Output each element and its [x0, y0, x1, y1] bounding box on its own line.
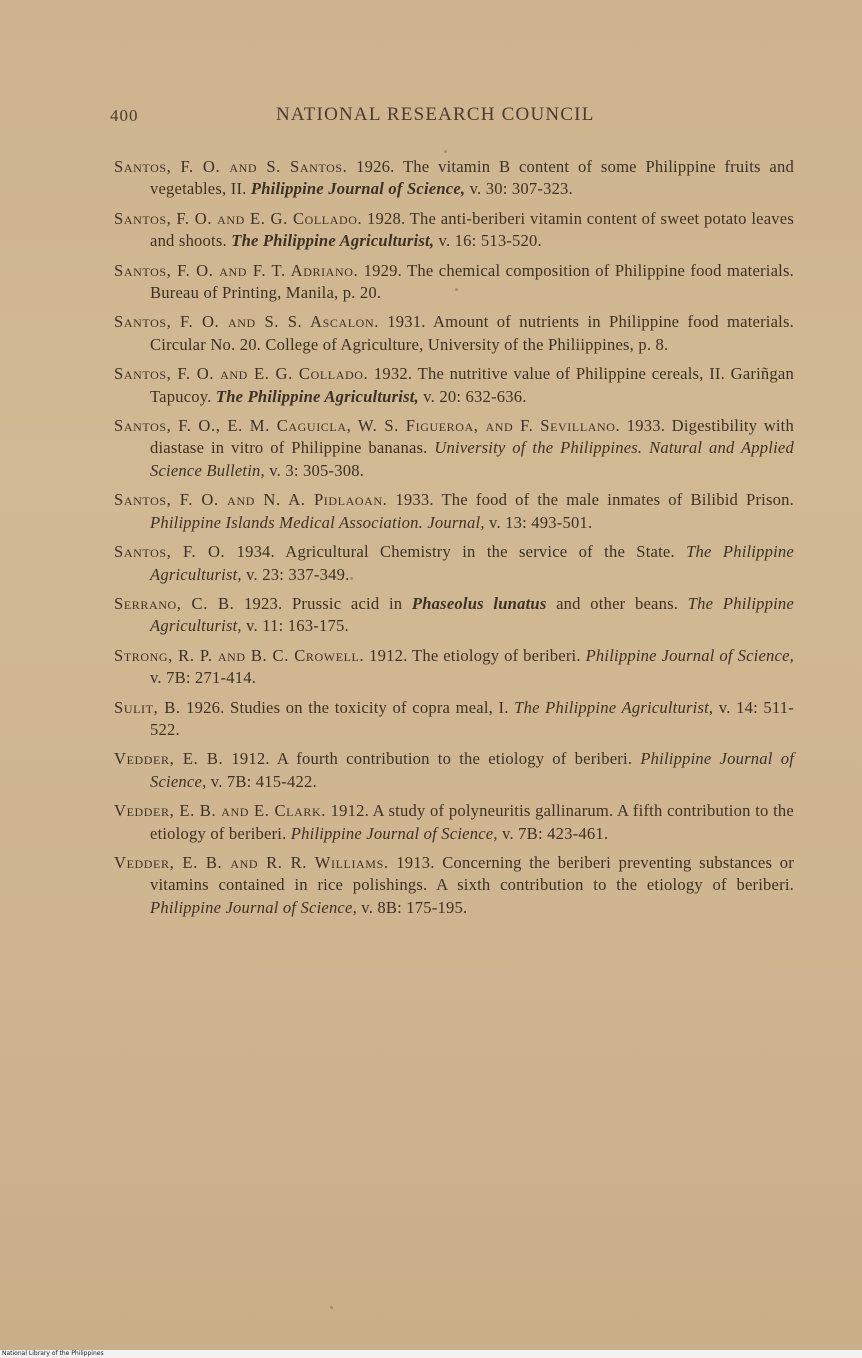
reference-journal: University of the Philippines. Natural and Applied Science Bulletin,: [150, 438, 794, 480]
reference-volume: v. 16: 513-520.: [434, 231, 542, 251]
reference-author: Santos, F. O. and S. S. Ascalon.: [114, 312, 379, 332]
reference-text: 1923. Prussic acid in: [234, 593, 412, 613]
reference-text: 1926. The vitamin B content of some Philippine fruits and vegetables, II.: [150, 157, 794, 199]
reference-entry: [114, 697, 794, 742]
reference-text: 1912. A study of polyneuritis gallinarum. A fifth contribution to the etiology of beriberi.: [150, 801, 794, 843]
reference-text: and other beans.: [546, 593, 688, 613]
reference-entry: [114, 489, 794, 534]
reference-text: 1932. The nutritive value of Philippine cereals, II. Gariñgan Tapucoy.: [150, 364, 794, 406]
page-header: [110, 104, 790, 134]
reference-author: Vedder, E. B.: [114, 749, 224, 769]
reference-entry: [114, 311, 794, 356]
reference-text: 1929. The chemical composition of Philippine food materials. Bureau of Printing, Manila, p. 20.: [150, 260, 794, 303]
reference-volume: v. 7B: 271-414.: [150, 668, 257, 688]
reference-entry: [114, 260, 794, 305]
reference-volume: v. 11: 163-175.: [241, 616, 349, 636]
reference-journal: Philippine Journal of Science,: [150, 897, 357, 917]
reference-journal: Philippine Islands Medical Association. Journal,: [150, 512, 485, 532]
reference-volume: v. 23: 337-349.: [241, 564, 350, 584]
reference-journal: The Philippine Agriculturist,: [215, 386, 419, 406]
reference-text: 1933. The food of the male inmates of Bilibid Prison.: [387, 490, 794, 510]
reference-text: 1912. The etiology of beriberi.: [364, 645, 586, 665]
reference-entry: [114, 645, 794, 690]
reference-journal: Philippine Journal of Science,: [250, 179, 466, 199]
speck: [444, 150, 447, 153]
reference-author: Santos, F. O. and S. Santos.: [114, 157, 348, 176]
library-footer: National Library of the Philippines: [0, 1350, 862, 1358]
speck: [330, 1306, 333, 1309]
reference-author: Serrano, C. B.: [114, 593, 235, 613]
running-head: NATIONAL RESEARCH COUNCIL: [276, 104, 595, 125]
reference-text: 1934. Agricultural Chemistry in the service of the State.: [225, 542, 687, 562]
reference-entry: [114, 156, 794, 201]
reference-list: [114, 156, 794, 926]
reference-author: Santos, F. O.: [114, 542, 226, 562]
reference-volume: v. 20: 632-636.: [418, 386, 527, 406]
reference-volume: v. 7B: 423-461.: [497, 823, 609, 843]
reference-author: Santos, F. O., E. M. Caguicla, W. S. Figueroa, and F. Sevillano.: [114, 416, 621, 436]
reference-author: Santos, F. O. and E. G. Collado.: [114, 364, 369, 384]
page-number: 400: [110, 106, 139, 125]
reference-volume: v. 30: 307-323.: [465, 179, 573, 199]
reference-entry: [114, 208, 794, 253]
reference-volume: v. 13: 493-501.: [484, 512, 593, 532]
reference-entry: [114, 593, 794, 638]
reference-author: Sulit, B.: [114, 697, 181, 717]
reference-entry: [114, 852, 794, 919]
reference-text: 1933. Digestibility with diastase in vitro of Philippine bananas.: [150, 416, 794, 458]
reference-author: Santos, F. O. and F. T. Adriano.: [114, 260, 359, 280]
reference-entry: [114, 541, 794, 586]
reference-entry: [114, 363, 794, 408]
reference-journal: Philippine Journal of Science,: [290, 823, 498, 843]
reference-author: Strong, R. P. and B. C. Crowell.: [114, 645, 365, 665]
reference-entry: [114, 800, 794, 845]
reference-volume: v. 8B: 175-195.: [356, 897, 468, 917]
reference-entry: [114, 415, 794, 482]
reference-journal: Philippine Journal of Science,: [150, 749, 795, 791]
reference-text: 1931. Amount of nutrients in Philippine food materials. Circular No. 20. College of Agriculture, University of the Philiippines, p. 8.: [150, 312, 794, 354]
reference-author: Vedder, E. B. and E. Clark.: [114, 801, 326, 821]
reference-journal: The Philippine Agriculturist,: [150, 593, 794, 636]
reference-text: 1928. The anti-beriberi vitamin content of sweet potato leaves and shoots.: [150, 208, 795, 251]
reference-entry: [114, 748, 794, 793]
reference-journal: The Philippine Agriculturist,: [514, 697, 714, 717]
reference-volume: v. 14: 511-522.: [150, 697, 794, 739]
reference-volume: v. 3: 305-308.: [264, 460, 365, 480]
reference-text: 1912. A fourth contribution to the etiology of beriberi.: [223, 749, 641, 769]
reference-text: 1926. Studies on the toxicity of copra meal, I.: [180, 697, 515, 717]
reference-author: Santos, F. O. and N. A. Pidlaoan.: [114, 490, 388, 510]
reference-journal: The Philippine Agriculturist,: [150, 542, 794, 584]
reference-species: Phaseolus lunatus: [411, 593, 547, 613]
reference-author: Santos, F. O. and E. G. Collado.: [114, 208, 363, 228]
reference-author: Vedder, E. B. and R. R. Williams.: [114, 852, 389, 872]
reference-text: 1913. Concerning the beriberi preventing substances or vitamins contained in rice polishings. A sixth contribution to the etiology of beriberi.: [150, 852, 794, 895]
reference-volume: v. 7B: 415-422.: [206, 771, 317, 791]
reference-journal: The Philippine Agriculturist,: [231, 231, 435, 251]
reference-journal: Philippine Journal of Science,: [585, 645, 795, 665]
